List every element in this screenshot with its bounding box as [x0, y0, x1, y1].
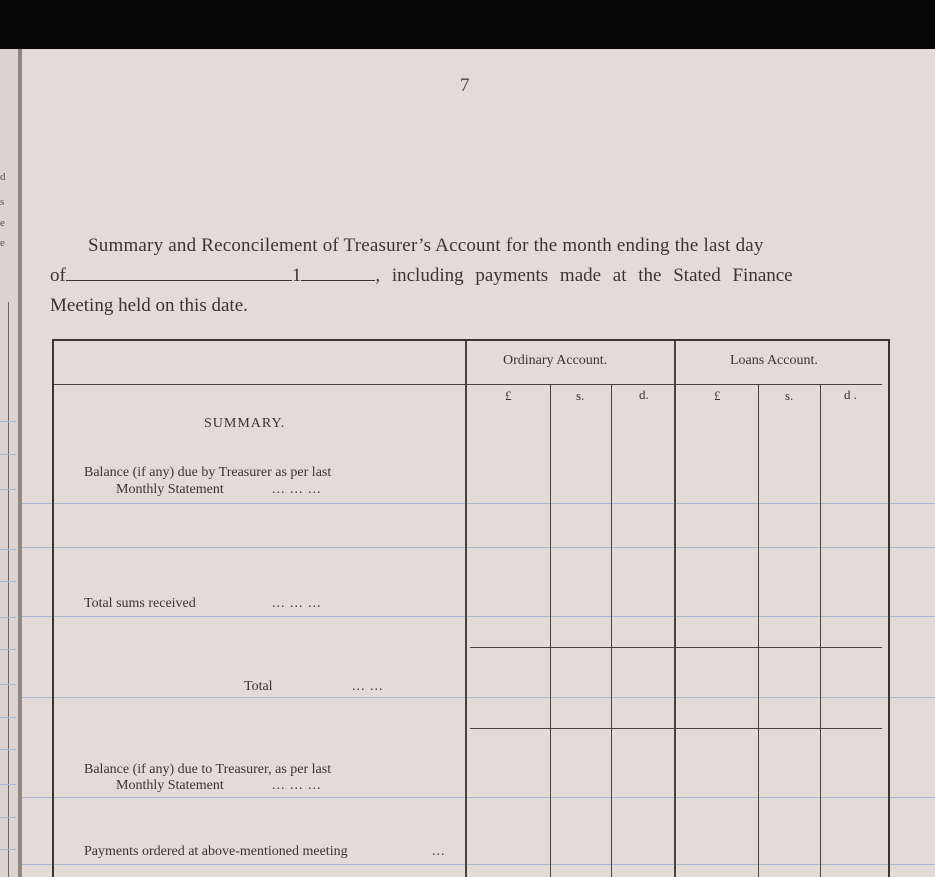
left-page-ruled-line [0, 454, 16, 455]
page-number: 7 [460, 75, 470, 96]
year-blank [301, 262, 375, 281]
row-balance-to-label-2: Monthly Statement [116, 778, 224, 793]
intro-line-2 [50, 261, 886, 291]
left-page-ruled-line [0, 549, 16, 550]
row-total-label: Total [244, 679, 273, 694]
leader-dots: ... [432, 844, 446, 859]
left-page-ruled-line [0, 649, 16, 650]
account-column-divider [674, 341, 676, 877]
leader-dots: ... ... ... [272, 778, 322, 793]
unit-pounds: £ [505, 388, 512, 403]
unit-pounds: £ [714, 388, 721, 403]
left-page-ruled-line [0, 421, 16, 422]
leader-dots: ... ... [352, 679, 384, 694]
month-blank [66, 262, 292, 281]
subcolumn-divider [611, 385, 612, 877]
intro-line-1: Summary and Reconcilement of Treasurer’s Account for the month ending the last day [88, 235, 764, 256]
left-page-fragment: e [0, 237, 5, 249]
subcolumn-divider [550, 385, 551, 877]
row-balance-to-label: Balance (if any) due to Treasurer, as per last [84, 762, 332, 777]
left-page-ruled-line [0, 489, 16, 490]
left-page-rule [8, 302, 9, 877]
intro-of: of [50, 265, 66, 286]
row-total-received-label: Total sums received [84, 596, 196, 611]
unit-pence: d. [639, 387, 649, 402]
label-column-divider [465, 341, 467, 877]
left-page-fragment: d [0, 171, 6, 183]
left-page-fragment: e [0, 217, 5, 229]
left-page-ruled-line [0, 784, 16, 785]
scan-top-border [0, 0, 935, 49]
unit-shillings: s. [785, 388, 794, 403]
document-page [22, 49, 935, 877]
left-page-ruled-line [0, 817, 16, 818]
left-page-ruled-line [0, 684, 16, 685]
left-page-ruled-line [0, 849, 16, 850]
ordinary-account-header: Ordinary Account. [503, 353, 608, 368]
year-prefix: 1 [291, 265, 302, 286]
left-page-ruled-line [0, 581, 16, 582]
left-page-fragment: s [0, 196, 5, 208]
loans-account-header: Loans Account. [730, 353, 818, 368]
left-page-ruled-line [0, 749, 16, 750]
adjacent-page-margin [0, 49, 22, 877]
left-page-ruled-line [0, 617, 16, 618]
total-rule-lower [470, 728, 882, 729]
summary-heading: SUMMARY. [204, 416, 286, 431]
left-page-ruled-line [0, 717, 16, 718]
leader-dots: ... ... ... [272, 596, 322, 611]
intro-line-3: Meeting held on this date. [50, 295, 248, 316]
subcolumn-divider [758, 385, 759, 877]
row-payments-label: Payments ordered at above-mentioned meeting [84, 844, 348, 859]
intro-line-2-rest: , including payments made at the Stated Finance [375, 265, 793, 286]
leader-dots: ... ... ... [272, 482, 322, 497]
row-balance-by-label: Balance (if any) due by Treasurer as per last [84, 465, 332, 480]
row-balance-by-label-2: Monthly Statement [116, 482, 224, 497]
total-rule-upper [470, 647, 882, 648]
unit-shillings: s. [576, 388, 585, 403]
unit-pence: d . [844, 387, 857, 402]
account-table [52, 339, 890, 877]
subcolumn-divider [820, 385, 821, 877]
